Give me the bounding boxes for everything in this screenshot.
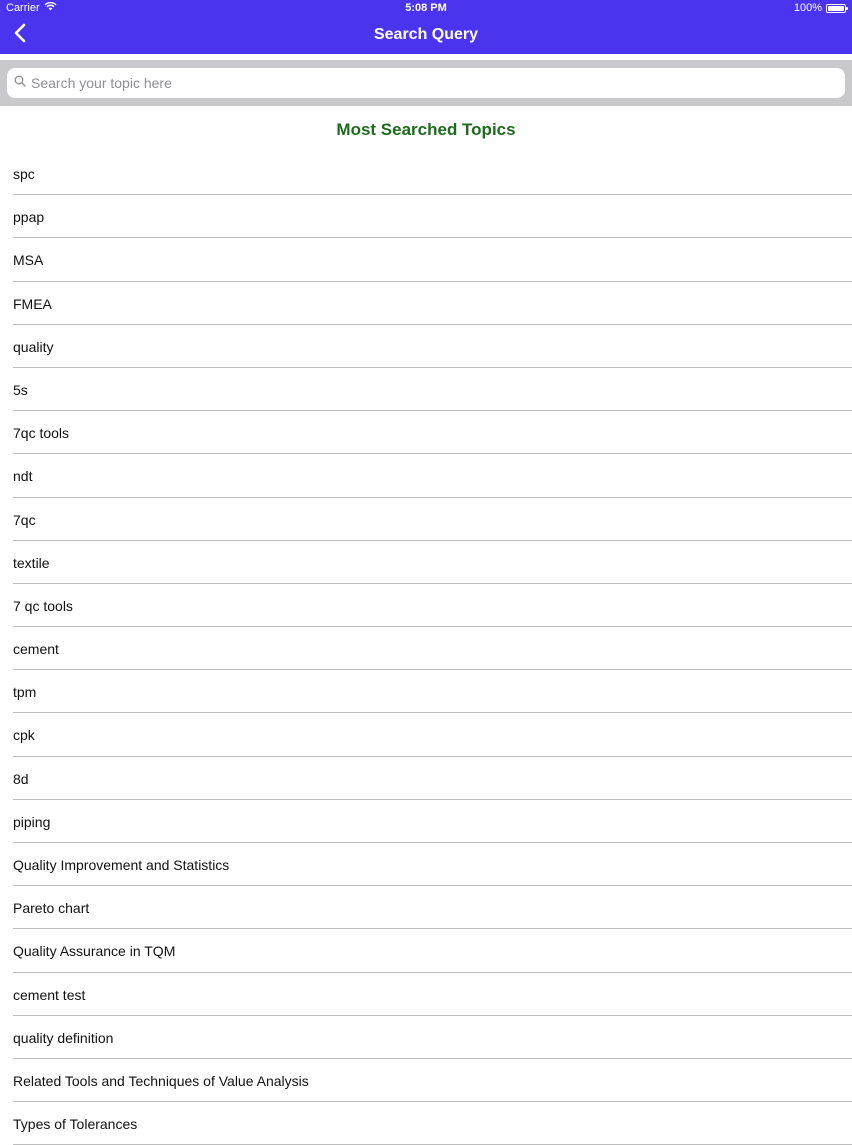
topic-label: Quality Improvement and Statistics xyxy=(13,857,230,873)
topic-row[interactable] xyxy=(0,1059,852,1102)
topic-label: cement xyxy=(13,641,59,658)
topic-label: FMEA xyxy=(13,295,52,312)
topic-row[interactable] xyxy=(0,973,852,1016)
topic-row[interactable] xyxy=(0,325,852,368)
topic-row[interactable] xyxy=(0,886,852,929)
topic-label: spc xyxy=(13,166,35,182)
topic-label: Types of Tolerances xyxy=(13,1116,138,1133)
topic-row[interactable] xyxy=(0,282,852,325)
topic-label: 7qc tools xyxy=(13,425,70,442)
topic-label: quality xyxy=(13,338,54,355)
clock: 5:08 PM xyxy=(405,2,447,14)
topic-row[interactable] xyxy=(0,929,852,972)
topic-label: cement test xyxy=(13,986,86,1003)
topic-row[interactable] xyxy=(0,670,852,713)
topic-row[interactable] xyxy=(0,713,852,756)
topic-row[interactable] xyxy=(0,757,852,800)
magnifier-icon xyxy=(14,74,26,92)
search-bar-container xyxy=(0,60,852,106)
topic-label: piping xyxy=(13,813,51,830)
battery-group xyxy=(794,2,846,14)
topic-label: cpk xyxy=(13,727,35,744)
topic-row[interactable] xyxy=(0,411,852,454)
topic-row[interactable] xyxy=(0,1016,852,1059)
topic-row[interactable] xyxy=(0,800,852,843)
topic-label: Related Tools and Techniques of Value Analysis xyxy=(13,1072,309,1089)
topic-label: 5s xyxy=(13,381,28,398)
status-bar xyxy=(0,0,852,17)
topic-label: ndt xyxy=(13,468,33,485)
carrier-label: Carrier xyxy=(6,2,40,14)
page-title: Search Query xyxy=(373,26,479,43)
section-title: Most Searched Topics xyxy=(336,120,516,139)
topic-row[interactable] xyxy=(0,627,852,670)
topic-row[interactable] xyxy=(0,454,852,497)
topic-label: 8d xyxy=(13,770,29,787)
topic-label: Quality Assurance in TQM xyxy=(13,943,176,960)
topic-list xyxy=(0,152,852,1145)
topic-row[interactable] xyxy=(0,238,852,281)
topic-row[interactable] xyxy=(0,843,852,886)
topic-label: 7 qc tools xyxy=(13,597,73,614)
topic-label: 7qc xyxy=(13,511,36,528)
topic-label: MSA xyxy=(13,252,44,269)
topic-label: textile xyxy=(13,554,50,571)
topic-row[interactable] xyxy=(0,152,852,195)
navigation-bar xyxy=(0,17,852,54)
topic-row[interactable] xyxy=(0,195,852,238)
topic-label: ppap xyxy=(13,209,45,226)
topic-label: Pareto chart xyxy=(13,900,90,917)
search-input[interactable] xyxy=(26,68,845,98)
topic-row[interactable] xyxy=(0,584,852,627)
topic-label: tpm xyxy=(13,684,37,701)
topic-row[interactable] xyxy=(0,368,852,411)
battery-percent: 100% xyxy=(793,2,822,14)
topic-row[interactable] xyxy=(0,1102,852,1145)
topic-row[interactable] xyxy=(0,541,852,584)
topic-label: quality definition xyxy=(13,1029,114,1046)
topic-row[interactable] xyxy=(0,498,852,541)
search-box[interactable] xyxy=(7,68,845,98)
battery-icon xyxy=(826,4,846,13)
